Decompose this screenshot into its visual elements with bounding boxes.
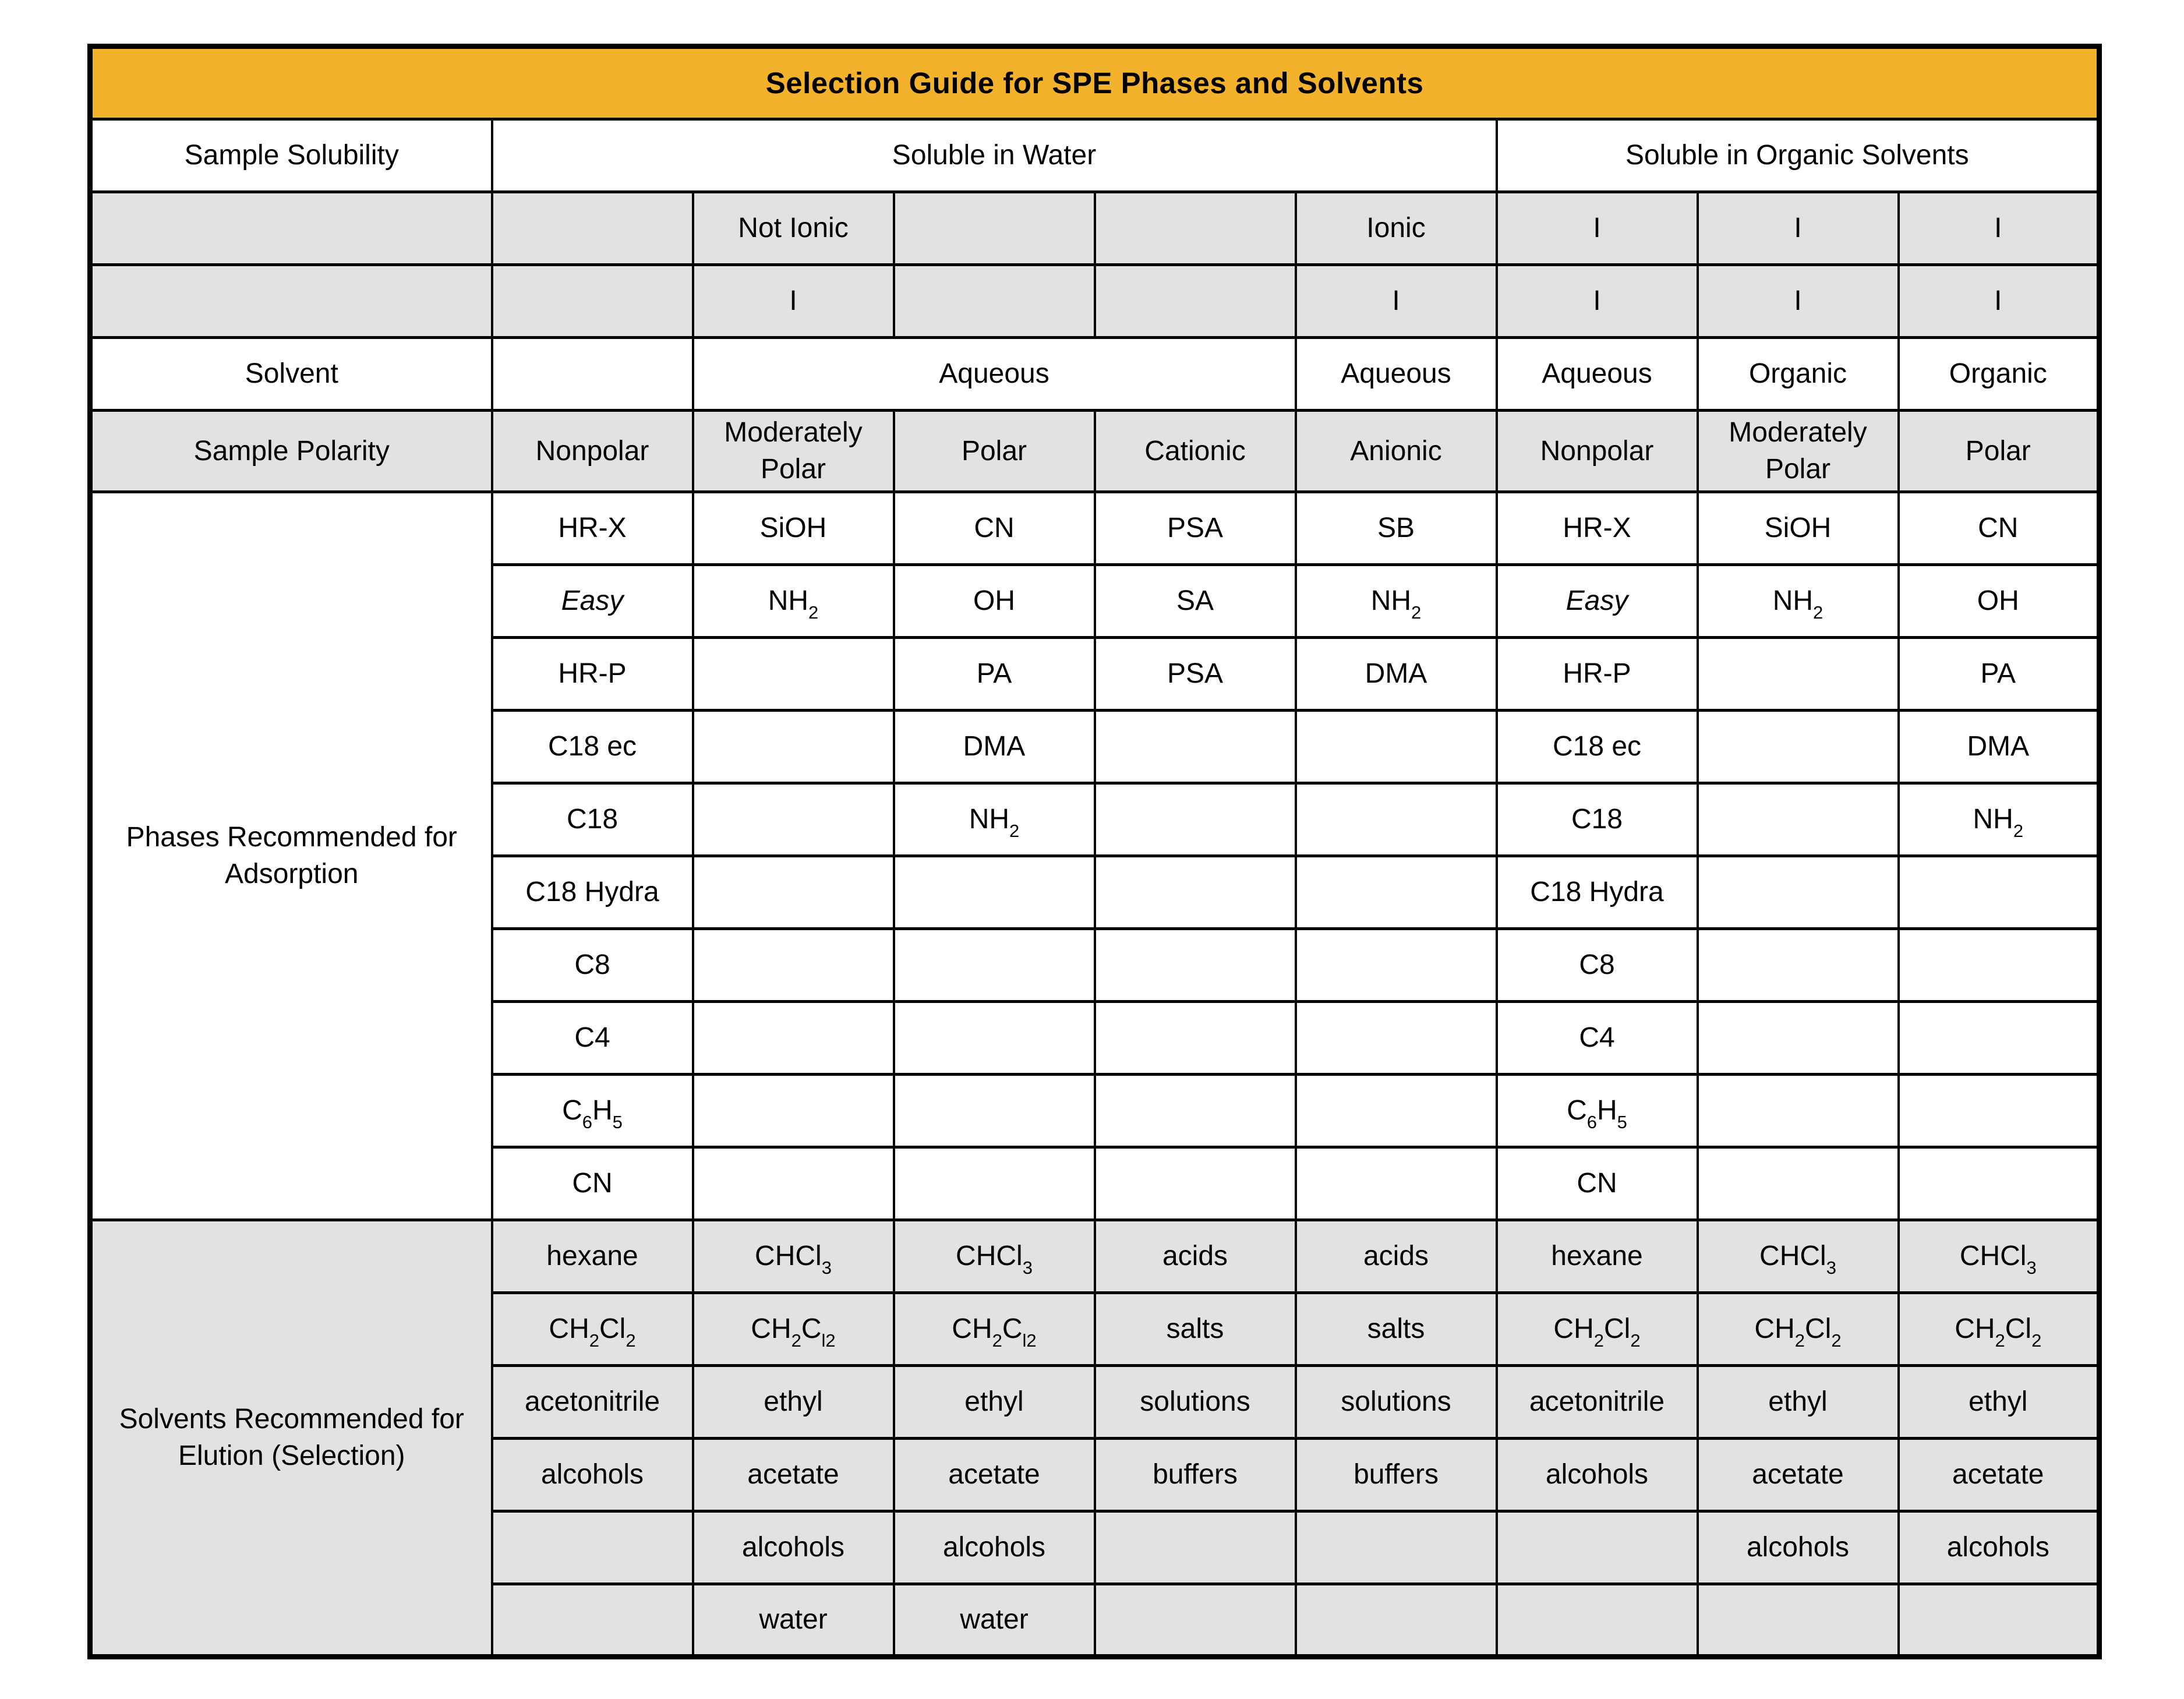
phases-row-9-cell-1: $C_6H_5$ [492, 1074, 693, 1147]
connector-row [90, 265, 2100, 338]
phases-row-8-cell-5 [1296, 1001, 1497, 1074]
phases-row-10-cell-7 [1698, 1147, 1899, 1220]
sample-polarity-row-cell-4: Polar [894, 411, 1095, 492]
solvents-row-2-cell-3: $CH_2C_{l2}$ [894, 1292, 1095, 1365]
solvents-section-label: Solvents Recommended for Elution (Selection) [90, 1220, 492, 1656]
phases-row-9-cell-2 [693, 1074, 894, 1147]
phases-row-2-cell-5: $NH_2$ [1296, 564, 1497, 637]
solvents-row-5-cell-2: alcohols [693, 1511, 894, 1584]
phases-row-6-cell-2 [693, 856, 894, 928]
phases-row-4-cell-4 [1095, 710, 1296, 783]
phases-row-5-cell-5 [1296, 783, 1497, 856]
ionic-class-row-cell-5 [1095, 192, 1296, 265]
sample-polarity-row-cell-8: Moderately Polar [1698, 411, 1899, 492]
title-row [90, 47, 2100, 119]
ionic-class-row-cell-7: I [1497, 192, 1698, 265]
phases-row-2-cell-1: Easy [492, 564, 693, 637]
ionic-class-row-cell-4 [894, 192, 1095, 265]
sample-solubility-row-cell-1: Sample Solubility [90, 119, 492, 192]
solvents-row-6-cell-4 [1095, 1584, 1296, 1656]
phases-row-1-cell-3: SiOH [693, 492, 894, 564]
phases-row-1-cell-2: HR-X [492, 492, 693, 564]
sample-polarity-row-cell-7: Nonpolar [1497, 411, 1698, 492]
solvents-row-6-cell-8 [1899, 1584, 2100, 1656]
phases-row-3-cell-6: HR-P [1497, 637, 1698, 710]
solvent-row-cell-5: Aqueous [1497, 338, 1698, 411]
solvents-row-4-cell-5: buffers [1296, 1438, 1497, 1511]
solvents-row-4-cell-6: alcohols [1497, 1438, 1698, 1511]
connector-row-cell-9: I [1899, 265, 2100, 338]
solvents-row-3-cell-1: acetonitrile [492, 1365, 693, 1438]
phases-row-8-cell-8 [1899, 1001, 2100, 1074]
phases-row-8-cell-6: C4 [1497, 1001, 1698, 1074]
phases-row-9-cell-8 [1899, 1074, 2100, 1147]
phases-row-9-cell-4 [1095, 1074, 1296, 1147]
solvent-row-cell-6: Organic [1698, 338, 1899, 411]
phases-row-8-cell-2 [693, 1001, 894, 1074]
solvents-row-6-cell-5 [1296, 1584, 1497, 1656]
phases-row-7-cell-5 [1296, 928, 1497, 1001]
solvents-row-1-cell-3: CHCl$_3$ [693, 1220, 894, 1292]
phases-row-5-cell-4 [1095, 783, 1296, 856]
phases-row-2-cell-3: OH [894, 564, 1095, 637]
phases-row-7-cell-8 [1899, 928, 2100, 1001]
phases-row-9-cell-5 [1296, 1074, 1497, 1147]
solvents-row-2-cell-4: salts [1095, 1292, 1296, 1365]
phases-row-10-cell-5 [1296, 1147, 1497, 1220]
ionic-class-row-cell-2 [492, 192, 693, 265]
ionic-class-row-cell-3: Not Ionic [693, 192, 894, 265]
phases-row-4-cell-7 [1698, 710, 1899, 783]
solvents-row-1-cell-2: hexane [492, 1220, 693, 1292]
phases-row-4-cell-8: DMA [1899, 710, 2100, 783]
solvents-row-4-cell-4: buffers [1095, 1438, 1296, 1511]
solvents-row-3-cell-8: ethyl [1899, 1365, 2100, 1438]
solvents-row-2-cell-2: $CH_2C_{l2}$ [693, 1292, 894, 1365]
solvents-row-4-cell-7: acetate [1698, 1438, 1899, 1511]
solvents-row-3-cell-4: solutions [1095, 1365, 1296, 1438]
phases-row-6-cell-3 [894, 856, 1095, 928]
solvents-row-1-cell-6: acids [1296, 1220, 1497, 1292]
solvents-row-4-cell-8: acetate [1899, 1438, 2100, 1511]
phases-row-3-cell-8: PA [1899, 637, 2100, 710]
phases-row-6-cell-7 [1698, 856, 1899, 928]
solvents-row-3-cell-5: solutions [1296, 1365, 1497, 1438]
phases-row-7-cell-4 [1095, 928, 1296, 1001]
ionic-class-row-cell-8: I [1698, 192, 1899, 265]
phases-row-1-cell-6: SB [1296, 492, 1497, 564]
solvents-row-3-cell-3: ethyl [894, 1365, 1095, 1438]
solvents-row-6-cell-1 [492, 1584, 693, 1656]
phases-row-2-cell-6: Easy [1497, 564, 1698, 637]
phases-row-9-cell-3 [894, 1074, 1095, 1147]
phases-row-5-cell-8: $NH_2$ [1899, 783, 2100, 856]
phases-row-5-cell-7 [1698, 783, 1899, 856]
solvent-row-cell-1: Solvent [90, 338, 492, 411]
solvents-row-1-cell-4: CHCl$_3$ [894, 1220, 1095, 1292]
ionic-class-row-cell-6: Ionic [1296, 192, 1497, 265]
solvents-row-4-cell-2: acetate [693, 1438, 894, 1511]
solvents-row-6-cell-6 [1497, 1584, 1698, 1656]
ionic-class-row-cell-9: I [1899, 192, 2100, 265]
solvent-row-cell-4: Aqueous [1296, 338, 1497, 411]
connector-row-cell-7: I [1497, 265, 1698, 338]
phases-row-9-cell-7 [1698, 1074, 1899, 1147]
connector-row-cell-1 [90, 265, 492, 338]
solvents-row-1-cell-9: CHCl$_3$ [1899, 1220, 2100, 1292]
solvents-row-1-cell-8: CHCl$_3$ [1698, 1220, 1899, 1292]
table-body [90, 47, 2100, 1657]
solvents-row-1-cell-7: hexane [1497, 1220, 1698, 1292]
sample-polarity-row-cell-5: Cationic [1095, 411, 1296, 492]
sample-polarity-row-cell-2: Nonpolar [492, 411, 693, 492]
solvent-row-cell-7: Organic [1899, 338, 2100, 411]
phases-row-5-cell-6: C18 [1497, 783, 1698, 856]
solvents-row-5-cell-5 [1296, 1511, 1497, 1584]
phases-row-5-cell-2 [693, 783, 894, 856]
phases-row-8-cell-7 [1698, 1001, 1899, 1074]
phases-row-6-cell-6: C18 Hydra [1497, 856, 1698, 928]
phases-row-8-cell-3 [894, 1001, 1095, 1074]
solvents-row-1-cell-5: acids [1095, 1220, 1296, 1292]
ionic-class-row-cell-1 [90, 192, 492, 265]
phases-row-6-cell-8 [1899, 856, 2100, 928]
phases-row-1-cell-7: HR-X [1497, 492, 1698, 564]
connector-row-cell-8: I [1698, 265, 1899, 338]
sample-polarity-row-cell-1: Sample Polarity [90, 411, 492, 492]
phases-row-7-cell-3 [894, 928, 1095, 1001]
phases-row-2-cell-4: SA [1095, 564, 1296, 637]
solvents-row-3-cell-2: ethyl [693, 1365, 894, 1438]
phases-row-1-cell-8: SiOH [1698, 492, 1899, 564]
phases-row-9-cell-6: $C_6H_5$ [1497, 1074, 1698, 1147]
phases-row-6-cell-5 [1296, 856, 1497, 928]
phases-row-4-cell-5 [1296, 710, 1497, 783]
connector-row-cell-2 [492, 265, 693, 338]
phases-row-4-cell-6: C18 ec [1497, 710, 1698, 783]
sample-polarity-row-cell-6: Anionic [1296, 411, 1497, 492]
solvents-row-2-cell-6: $CH_2Cl_2$ [1497, 1292, 1698, 1365]
solvents-row-2-cell-7: $CH_2Cl_2$ [1698, 1292, 1899, 1365]
connector-row-cell-3: I [693, 265, 894, 338]
phases-row-6-cell-1: C18 Hydra [492, 856, 693, 928]
solvent-row-cell-3: Aqueous [693, 338, 1296, 411]
phases-row-5-cell-3: $NH_2$ [894, 783, 1095, 856]
ionic-class-row [90, 192, 2100, 265]
phases-row-3-cell-4: PSA [1095, 637, 1296, 710]
solvents-row-2-cell-8: $CH_2Cl_2$ [1899, 1292, 2100, 1365]
phases-row-10-cell-3 [894, 1147, 1095, 1220]
sample-solubility-row-cell-3: Soluble in Organic Solvents [1497, 119, 2100, 192]
phases-row-8-cell-4 [1095, 1001, 1296, 1074]
solvent-row [90, 338, 2100, 411]
phases-row-10-cell-8 [1899, 1147, 2100, 1220]
solvent-row-cell-2 [492, 338, 693, 411]
phases-row-7-cell-1: C8 [492, 928, 693, 1001]
solvents-row-2-cell-1: $CH_2Cl_2$ [492, 1292, 693, 1365]
sample-polarity-row-cell-3: Moderately Polar [693, 411, 894, 492]
connector-row-cell-4 [894, 265, 1095, 338]
sample-polarity-row [90, 411, 2100, 492]
solvents-row-5-cell-7: alcohols [1698, 1511, 1899, 1584]
solvents-row-6-cell-2: water [693, 1584, 894, 1656]
spe-selection-table [87, 44, 2102, 1659]
solvents-row-5-cell-4 [1095, 1511, 1296, 1584]
phases-row-1 [90, 492, 2100, 564]
phases-row-3-cell-3: PA [894, 637, 1095, 710]
phases-row-10-cell-4 [1095, 1147, 1296, 1220]
sample-solubility-row-cell-2: Soluble in Water [492, 119, 1497, 192]
sample-polarity-row-cell-9: Polar [1899, 411, 2100, 492]
solvents-row-6-cell-7 [1698, 1584, 1899, 1656]
connector-row-cell-5 [1095, 265, 1296, 338]
phases-row-10-cell-2 [693, 1147, 894, 1220]
phases-row-7-cell-6: C8 [1497, 928, 1698, 1001]
phases-row-2-cell-7: $NH_2$ [1698, 564, 1899, 637]
phases-row-6-cell-4 [1095, 856, 1296, 928]
phases-section-label: Phases Recommended for Adsorption [90, 492, 492, 1220]
phases-row-4-cell-3: DMA [894, 710, 1095, 783]
solvents-row-4-cell-3: acetate [894, 1438, 1095, 1511]
phases-row-8-cell-1: C4 [492, 1001, 693, 1074]
phases-row-3-cell-5: DMA [1296, 637, 1497, 710]
solvents-row-3-cell-7: ethyl [1698, 1365, 1899, 1438]
solvents-row-5-cell-6 [1497, 1511, 1698, 1584]
phases-row-10-cell-6: CN [1497, 1147, 1698, 1220]
phases-row-1-cell-5: PSA [1095, 492, 1296, 564]
solvents-row-2-cell-5: salts [1296, 1292, 1497, 1365]
solvents-row-3-cell-6: acetonitrile [1497, 1365, 1698, 1438]
phases-row-7-cell-2 [693, 928, 894, 1001]
phases-row-1-cell-9: CN [1899, 492, 2100, 564]
solvents-row-1 [90, 1220, 2100, 1292]
phases-row-1-cell-4: CN [894, 492, 1095, 564]
connector-row-cell-6: I [1296, 265, 1497, 338]
phases-row-3-cell-7 [1698, 637, 1899, 710]
phases-row-3-cell-1: HR-P [492, 637, 693, 710]
phases-row-3-cell-2 [693, 637, 894, 710]
phases-row-2-cell-8: OH [1899, 564, 2100, 637]
phases-row-2-cell-2: $NH_2$ [693, 564, 894, 637]
sample-solubility-row [90, 119, 2100, 192]
phases-row-4-cell-1: C18 ec [492, 710, 693, 783]
solvents-row-4-cell-1: alcohols [492, 1438, 693, 1511]
phases-row-5-cell-1: C18 [492, 783, 693, 856]
table-title: Selection Guide for SPE Phases and Solvents [90, 47, 2100, 119]
solvents-row-5-cell-1 [492, 1511, 693, 1584]
solvents-row-6-cell-3: water [894, 1584, 1095, 1656]
phases-row-7-cell-7 [1698, 928, 1899, 1001]
phases-row-4-cell-2 [693, 710, 894, 783]
solvents-row-5-cell-3: alcohols [894, 1511, 1095, 1584]
solvents-row-5-cell-8: alcohols [1899, 1511, 2100, 1584]
phases-row-10-cell-1: CN [492, 1147, 693, 1220]
